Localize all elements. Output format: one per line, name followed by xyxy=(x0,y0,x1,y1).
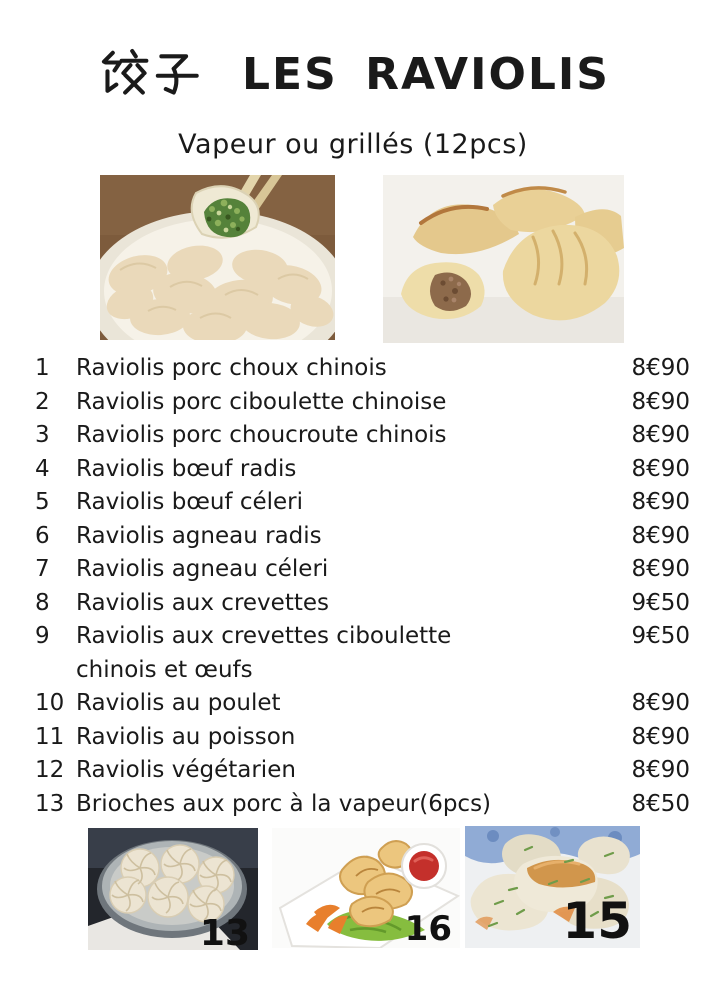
item-price: 8€90 xyxy=(631,422,690,448)
jiaozi-characters-icon xyxy=(96,46,202,102)
item-number: 13 xyxy=(35,790,65,817)
item-number: 8 xyxy=(35,589,50,616)
menu-item-row xyxy=(30,453,690,487)
menu-item-row xyxy=(30,721,690,755)
item-name: Raviolis porc choux chinois xyxy=(76,355,387,381)
page-title xyxy=(0,46,706,102)
menu-item-row xyxy=(30,620,690,687)
item-name: Raviolis aux crevettes ciboulette chinois et œufs xyxy=(76,623,452,683)
chinese-title-jiaozi xyxy=(96,46,202,102)
item-price: 8€90 xyxy=(631,690,690,716)
item-name: Raviolis au poisson xyxy=(76,723,296,750)
menu-item-row xyxy=(30,520,690,554)
item-number: 5 xyxy=(35,489,50,515)
item-name: Raviolis porc choucroute chinois xyxy=(76,422,447,448)
item-number: 2 xyxy=(35,388,50,415)
item-price: 8€90 xyxy=(631,388,690,415)
item-number: 4 xyxy=(35,455,50,482)
item-number: 1 xyxy=(35,355,50,381)
page-title-text: LES RAVIOLIS xyxy=(242,48,610,100)
item-name: Raviolis agneau radis xyxy=(76,522,322,549)
photo-number-label: 15 xyxy=(562,892,632,948)
item-name: Brioches aux porc à la vapeur(6pcs) xyxy=(76,790,492,817)
item-number: 3 xyxy=(35,422,50,448)
menu-item-row xyxy=(30,486,690,520)
item-price: 9€50 xyxy=(631,589,690,616)
item-price: 8€90 xyxy=(631,455,690,482)
menu-item-row xyxy=(30,419,690,453)
item-number: 10 xyxy=(35,690,65,716)
item-price: 8€90 xyxy=(631,355,690,381)
item-price: 8€90 xyxy=(631,556,690,582)
item-name: Raviolis porc ciboulette chinoise xyxy=(76,388,447,415)
item-number: 9 xyxy=(35,623,50,649)
item-name: Raviolis bœuf radis xyxy=(76,455,297,482)
item-name: Raviolis bœuf céleri xyxy=(76,489,304,515)
item-name: Raviolis au poulet xyxy=(76,690,281,716)
menu-item-row xyxy=(30,386,690,420)
item-name: Raviolis agneau céleri xyxy=(76,556,329,582)
menu-item-row xyxy=(30,352,690,386)
menu-item-row xyxy=(30,587,690,621)
item-price: 8€50 xyxy=(631,790,690,817)
item-number: 6 xyxy=(35,522,50,549)
photo-grilled-raviolis xyxy=(383,175,624,343)
menu-item-row xyxy=(30,754,690,788)
menu-subtitle: Vapeur ou grillés (12pcs) xyxy=(178,129,528,160)
item-price: 8€90 xyxy=(631,522,690,549)
photo-fried-wontons xyxy=(272,828,460,948)
item-number: 11 xyxy=(35,723,65,750)
item-number: 7 xyxy=(35,556,50,582)
photo-steamed-brioches xyxy=(88,828,258,950)
menu-item-row xyxy=(30,788,690,822)
item-price: 8€90 xyxy=(631,723,690,750)
menu-list xyxy=(30,352,690,821)
menu-item-row xyxy=(30,687,690,721)
item-price: 8€90 xyxy=(631,489,690,515)
photo-steamed-raviolis xyxy=(100,175,335,340)
item-price: 9€50 xyxy=(631,623,690,649)
photo-number-label: 13 xyxy=(199,913,250,950)
menu-item-row xyxy=(30,553,690,587)
photo-panfried-raviolis xyxy=(465,826,640,948)
item-price: 8€90 xyxy=(631,757,690,783)
item-name: Raviolis végétarien xyxy=(76,757,296,783)
photo-number-label: 16 xyxy=(404,909,452,948)
item-name: Raviolis aux crevettes xyxy=(76,589,329,616)
item-number: 12 xyxy=(35,757,65,783)
